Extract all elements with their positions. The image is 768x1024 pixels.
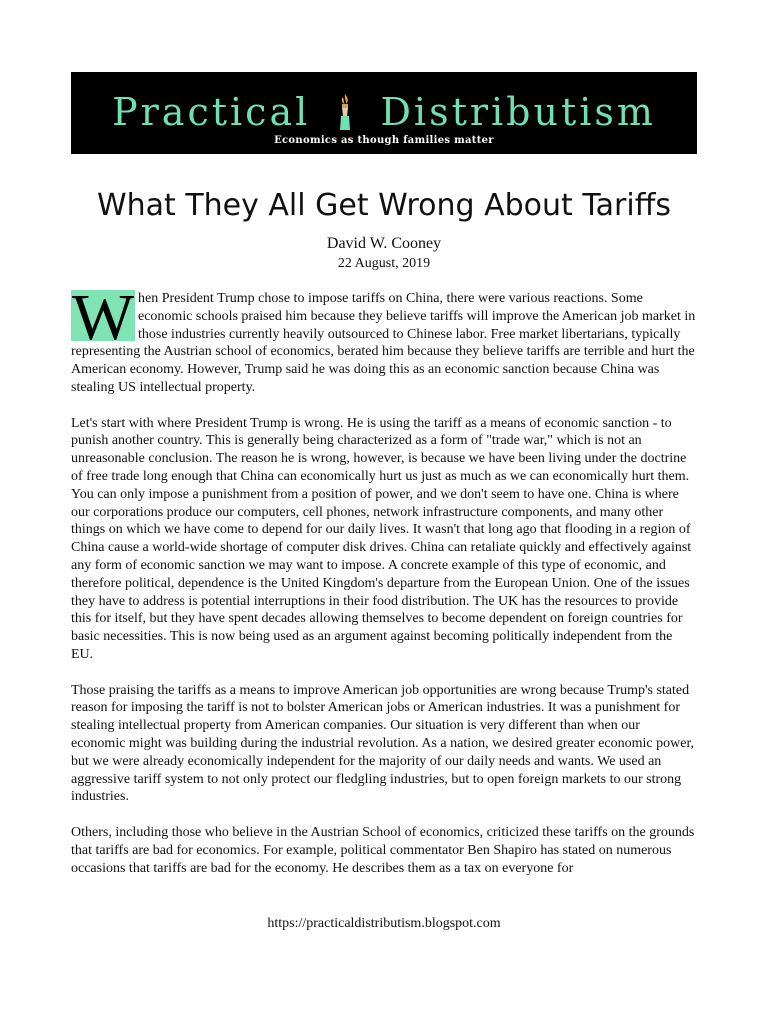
paragraph-4: Others, including those who believe in the Austrian School of economics, criticized these tariffs on the grounds that tariffs are bad for economics. For example, political commentator Ben Shapiro has stated on numerous occasions that tariffs are bad for the economy. He describes them as a tax on everyone for — [71, 824, 695, 876]
torch-hand-icon — [335, 92, 355, 132]
article-body — [71, 290, 697, 896]
paragraph-3: Those praising the tariffs as a means to improve American job opportunities are wrong because Trump's stated reason for imposing the tariff is not to bolster American jobs or American industries. It was a punishment for stealing intellectual property from American companies. Our situation is very different than when our economic might was building during the industrial revolution. As a nation, we desired greater economic power, but we were already economically independent for the majority of our daily needs and wants. We used an aggressive tariff system to not only protect our fledgling industries, but to open foreign markets to our strong industries. — [71, 682, 695, 805]
banner-subtitle: Economics as though families matter — [274, 135, 494, 146]
article-date: 22 August, 2019 — [337, 256, 431, 271]
drop-cap: W — [71, 290, 135, 354]
banner-title-word-1: Practical — [112, 89, 311, 134]
article-title: What They All Get Wrong About Tariffs — [96, 188, 672, 223]
paragraph-1-text: hen President Trump chose to impose tariffs on China, there were various reactions. Some economic schools praised him because they believe tariffs will improve the American job market in those industries currently heavily outsourced to Chinese labor. Free market libertarians, typically representing the Austrian school of economics, berated him because they believe tariffs are terrible and hurt the American economy. However, Trump said he was doing this as an economic sanction because China was stealing US intellectual property. — [71, 291, 696, 395]
article-author: David W. Cooney — [326, 235, 442, 252]
footer-url: https://practicaldistributism.blogspot.com — [267, 916, 501, 931]
banner-title-word-2: Distributism — [380, 89, 656, 134]
paragraph-2: Let's start with where President Trump is wrong. He is using the tariff as a means of economic sanction - to punish another country. This is generally being characterized as a form of "trade war," which is not an unreasonable conclusion. The reason he is wrong, however, is because we have been living under the doctrine of free trade long enough that China can economically hurt us just as much as we can economically hurt them. You can only impose a punishment from a position of power, and we don't seem to have one. China is where our corporations produce our computers, cell phones, network infrastructure components, and many other things on which we have come to depend for our daily lives. It wasn't that long ago that flooding in a region of China cause a world-wide shortage of computer disk drives. China can retaliate quickly and effectively against any form of economic sanction we may want to impose. A concrete example of this type of economic, and therefore political, dependence is the United Kingdom's departure from the European Union. One of the issues they have to address is potential interruptions in their food distribution. The UK has the resources to provide this for itself, but they have spent decades allowing themselves to become dependent on foreign countries for basic necessities. This is now being used as an argument against becoming politically independent from the EU. — [71, 415, 692, 662]
paragraph-1 — [71, 290, 697, 397]
banner-title — [71, 78, 697, 142]
blog-banner — [71, 72, 697, 154]
